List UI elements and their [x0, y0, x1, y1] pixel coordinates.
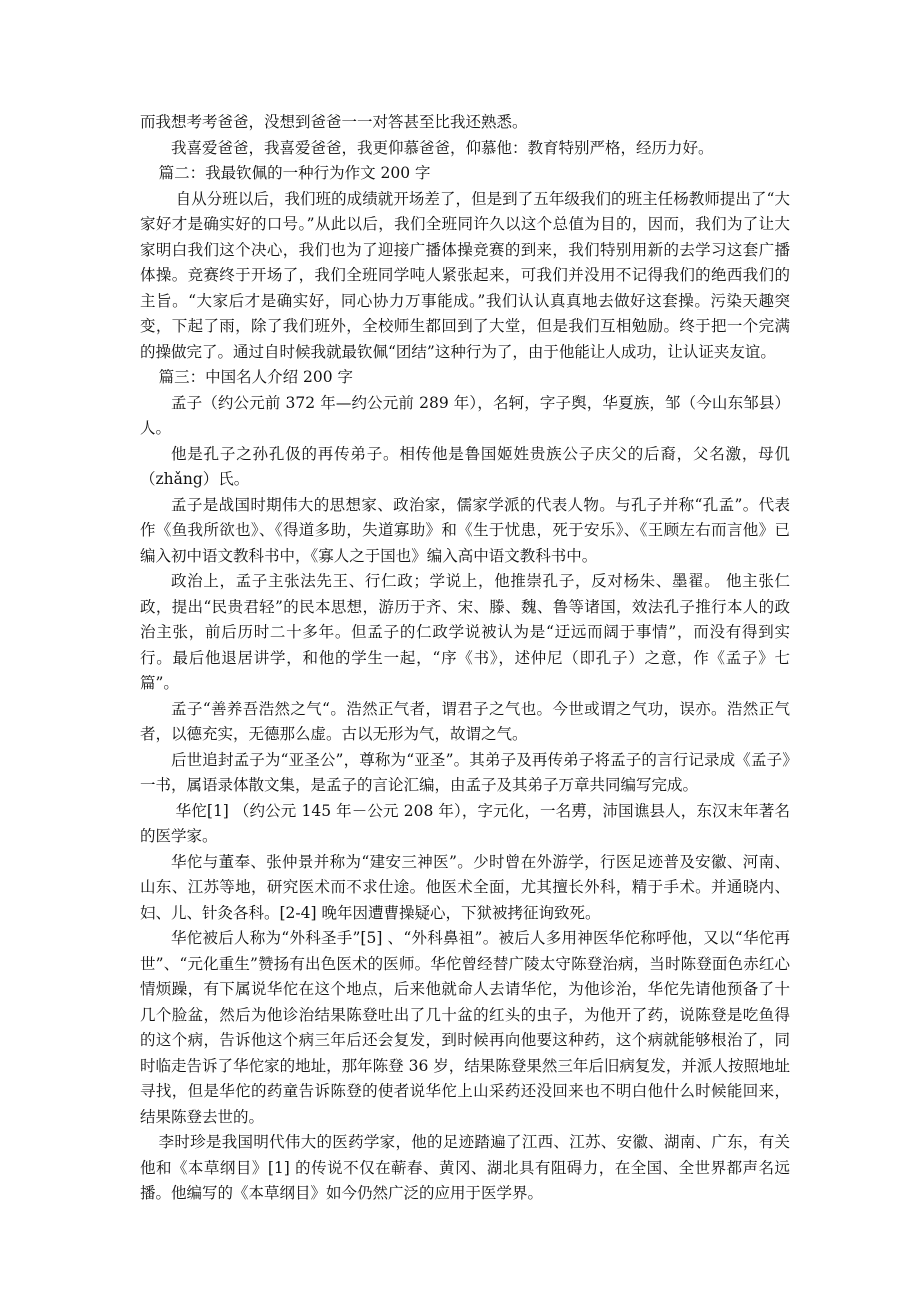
document-body — [140, 110, 790, 1207]
paragraph-mencius-intro: 孟子（约公元前 372 年—约公元前 289 年），名轲，字子舆，华夏族，邹（今山东邹县）人。 — [140, 393, 790, 437]
paragraph-father-praise: 我喜爱爸爸，我喜爱爸爸，我更仰慕爸爸，仰慕他：教育特别严格，经历力好。 — [171, 138, 714, 157]
section-heading-part-two: 篇二：我最钦佩的一种行为作文 200 字 — [158, 164, 431, 182]
paragraph-mencius-legacy: 后世追封孟子为“亚圣公”，尊称为“亚圣”。其弟子及再传弟子将孟子的言行记录成《孟子》一书，属语录体散文集，是孟子的言论汇编，由孟子及其弟子万章共同编写完成。 — [140, 750, 790, 794]
paragraph-lishizhen: 李时珍是我国明代伟大的医药学家，他的足迹踏遍了江西、江苏、安徽、湖南、广东，有关他和《本草纲目》[1] 的传说不仅在蕲春、黄冈、湖北具有阻碍力，在全国、全世界都声名远播。他编写的《本草纲目》如今仍然广泛的应用于医学界。 — [140, 1133, 790, 1202]
paragraph-mencius-politics: 政治上，孟子主张法先王、行仁政；学说上，他推崇孔子，反对杨朱、墨翟。 他主张仁政，提出“民贵君轻”的民本思想，游历于齐、宋、滕、魏、鲁等诸国，效法孔子推行本人的政治主张，前后历时二十多年。但孟子的仁政学说被认为是“迂远而阔于事情”，而没有得到实行。最后他退居讲学，和他的学生一起，“序《书》，述仲尼（即孔子）之意，作《孟子》七篇”。 — [140, 572, 790, 692]
paragraph-huatuo-career: 华佗与董奉、张仲景并称为“建安三神医”。少时曾在外游学，行医足迹普及安徽、河南、山东、江苏等地，研究医术而不求仕途。他医术全面，尤其擅长外科，精于手术。并通晓内、妇、儿、针灸各科。[2-4] 晚年因遭曹操疑心，下狱被拷征询致死。 — [140, 852, 790, 922]
paragraph-huatuo-story: 华佗被后人称为“外科圣手”[5] 、“外科鼻祖”。被后人多用神医华佗称呼他，又以“华佗再世”、“元化重生”赞扬有出色医术的医师。华佗曾经替广陵太守陈登治病，当时陈登面色赤红心情烦躁，有下属说华佗在这个地点，后来他就命人去请华佗，为他诊治，华佗先请他预备了十几个脸盆，然后为他诊治结果陈登吐出了几十盆的红头的虫子，为他开了药，说陈登是吃鱼得的这个病，告诉他这个病三年后还会复发，到时候再向他要这种药，这个病就能够根治了，同时临走告诉了华佗家的地址，那年陈登 36 岁，结果陈登果然三年后旧病复发，并派人按照地址寻找，但是华佗的药童告诉陈登的使者说华佗上山采药还没回来也不明白他什么时候能回来，结果陈登去世的。 — [140, 929, 790, 1126]
paragraph-huatuo-intro: 华佗[1] （约公元 145 年－公元 208 年），字元化，一名旉，沛国谯县人，东汉末年著名的医学家。 — [140, 801, 790, 845]
paragraph-unity-essay: 自从分班以后，我们班的成绩就开场差了，但是到了五年级我们的班主任杨教师提出了“大家好才是确实好的口号。”从此以后，我们全班同许久以这个总值为目的，因而，我们为了让大家明白我们这个决心，我们也为了迎接广播体操竞赛的到来，我们特别用新的去学习这套广播体操。竞赛终于开场了，我们全班同学吨人紧张起来，可我们并没用不记得我们的绝西我们的主旨。“大家后才是确实好，同心协力万事能成。”我们认认真真地去做好这套操。污染天趣突变，下起了雨，除了我们班外，全校师生都回到了大堂，但是我们互相勉励。终于把一个完满的操做完了。通过自时候我就最钦佩“团结”这种行为了，由于他能让人成功，让认证夹友谊。 — [140, 189, 790, 361]
paragraph-mencius-qi: 孟子“善养吾浩然之气“。浩然正气者，谓君子之气也。今世或谓之气功，误亦。浩然正气者，以德充实，无德那么虚。古以无形为气，故谓之气。 — [140, 699, 790, 743]
paragraph-mencius-works: 孟子是战国时期伟大的思想家、政治家，儒家学派的代表人物。与孔子并称“孔孟”。代表作《鱼我所欲也》、《得道多助，失道寡助》和《生于忧患，死于安乐》、《王顾左右而言他》已编入初中语文教科书中，《寡人之于国也》编入高中语文教科书中。 — [140, 495, 790, 565]
section-heading-part-three: 篇三：中国名人介绍 200 字 — [158, 368, 354, 386]
paragraph-mencius-lineage: 他是孔子之孙孔伋的再传弟子。相传他是鲁国姬姓贵族公子庆父的后裔，父名激，母仉（zhǎng）氏。 — [140, 444, 790, 488]
paragraph-continuation: 而我想考考爸爸，没想到爸爸一一对答甚至比我还熟悉。 — [140, 113, 528, 131]
